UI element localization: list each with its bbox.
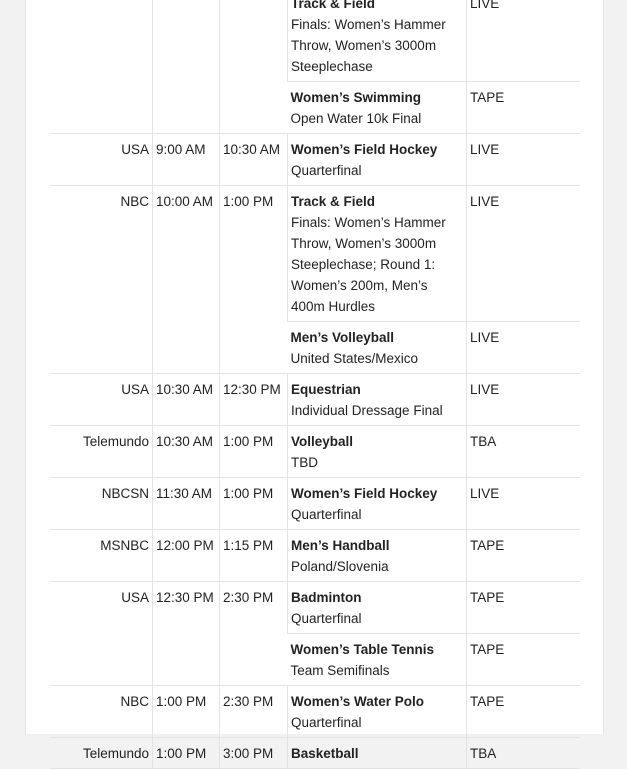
- start-time-cell: 1:00 PM: [153, 686, 220, 738]
- event-title: Volleyball: [291, 434, 354, 449]
- event-detail: Poland/Slovenia: [291, 559, 389, 574]
- end-time-cell: 2:30 PM: [220, 582, 288, 686]
- broadcast-type-cell: TAPE: [467, 686, 581, 738]
- network-cell: Telemundo: [50, 426, 153, 478]
- event-cell: [288, 134, 467, 186]
- end-time-cell: 1:00 PM: [220, 426, 288, 478]
- end-time-cell: 10:30 AM: [220, 134, 288, 186]
- start-time-cell: 10:00 AM: [153, 186, 220, 374]
- broadcast-type-cell: LIVE: [467, 134, 581, 186]
- event-cell: [288, 0, 467, 82]
- event-title: Men’s Handball: [291, 538, 390, 553]
- network-cell: NBC: [50, 686, 153, 738]
- event-title: Women’s Water Polo: [291, 694, 425, 709]
- broadcast-type-cell: TAPE: [467, 634, 581, 686]
- event-detail: Finals: Women’s Hammer Throw, Women’s 3000m Steeplechase; Round 1: Women’s 200m, Men’s 400m Hurdles: [291, 215, 446, 314]
- network-cell: USA: [50, 582, 153, 686]
- network-cell: NBCSN: [50, 478, 153, 530]
- end-time-cell: 12:30 PM: [220, 374, 288, 426]
- start-time-cell: 12:00 PM: [153, 530, 220, 582]
- tv-schedule-table: [50, 0, 580, 769]
- end-time-cell: 3:00 PM: [220, 738, 288, 769]
- network-cell: [50, 0, 153, 134]
- schedule-row: [50, 582, 580, 634]
- event-cell: [288, 82, 467, 134]
- broadcast-type-cell: LIVE: [467, 374, 581, 426]
- event-title: Women’s Field Hockey: [291, 486, 438, 501]
- event-title: Equestrian: [291, 382, 361, 397]
- broadcast-type-cell: LIVE: [467, 0, 581, 82]
- end-time-cell: 1:15 PM: [220, 530, 288, 582]
- schedule-row: [50, 530, 580, 582]
- end-time-cell: [220, 0, 288, 134]
- schedule-row: [50, 426, 580, 478]
- start-time-cell: 1:00 PM: [153, 738, 220, 769]
- start-time-cell: 10:30 AM: [153, 426, 220, 478]
- schedule-body: [50, 0, 580, 769]
- start-time-cell: 10:30 AM: [153, 374, 220, 426]
- event-cell: [288, 738, 467, 769]
- event-title: Badminton: [291, 590, 362, 605]
- event-title: Track & Field: [291, 0, 376, 11]
- event-detail: TBD: [291, 455, 318, 470]
- network-cell: USA: [50, 374, 153, 426]
- schedule-row: [50, 478, 580, 530]
- event-title: Women’s Field Hockey: [291, 142, 438, 157]
- schedule-row: [50, 186, 580, 322]
- start-time-cell: 9:00 AM: [153, 134, 220, 186]
- event-detail: Team Semifinals: [290, 663, 390, 678]
- schedule-row: [50, 0, 580, 82]
- broadcast-type-cell: LIVE: [467, 322, 581, 374]
- schedule-row: [50, 134, 580, 186]
- broadcast-type-cell: LIVE: [467, 478, 581, 530]
- network-cell: USA: [50, 134, 153, 186]
- broadcast-type-cell: TBA: [467, 426, 581, 478]
- event-detail: Quarterfinal: [291, 715, 362, 730]
- event-detail: Quarterfinal: [291, 611, 362, 626]
- end-time-cell: 1:00 PM: [220, 186, 288, 374]
- event-detail: Individual Dressage Final: [291, 403, 443, 418]
- event-cell: [288, 478, 467, 530]
- event-title: Women’s Table Tennis: [290, 642, 435, 657]
- schedule-row: [50, 374, 580, 426]
- event-cell: [288, 426, 467, 478]
- event-title: Track & Field: [291, 194, 376, 209]
- network-cell: MSNBC: [50, 530, 153, 582]
- event-detail: Finals: Women’s Hammer Throw, Women’s 3000m Steeplechase: [291, 17, 446, 74]
- schedule-row: [50, 686, 580, 738]
- event-cell: [288, 374, 467, 426]
- end-time-cell: 1:00 PM: [220, 478, 288, 530]
- event-detail: Quarterfinal: [291, 507, 362, 522]
- network-cell: NBC: [50, 186, 153, 374]
- network-cell: Telemundo: [50, 738, 153, 769]
- event-title: Men’s Volleyball: [290, 330, 395, 345]
- event-cell: [288, 686, 467, 738]
- event-cell: [288, 322, 467, 374]
- event-detail: United States/Mexico: [290, 351, 419, 366]
- broadcast-type-cell: TAPE: [467, 530, 581, 582]
- event-cell: [288, 186, 467, 322]
- end-time-cell: 2:30 PM: [220, 686, 288, 738]
- start-time-cell: 12:30 PM: [153, 582, 220, 686]
- broadcast-type-cell: TAPE: [467, 82, 581, 134]
- schedule-row: [50, 738, 580, 769]
- event-detail: Open Water 10k Final: [290, 111, 422, 126]
- start-time-cell: 11:30 AM: [153, 478, 220, 530]
- event-cell: [288, 582, 467, 634]
- event-cell: [288, 634, 467, 686]
- start-time-cell: [153, 0, 220, 134]
- event-title: Basketball: [291, 746, 359, 761]
- broadcast-type-cell: TBA: [467, 738, 581, 769]
- schedule-page: [25, 0, 604, 761]
- event-detail: Quarterfinal: [291, 163, 362, 178]
- broadcast-type-cell: LIVE: [467, 186, 581, 322]
- event-cell: [288, 530, 467, 582]
- event-title: Women’s Swimming: [290, 90, 422, 105]
- broadcast-type-cell: TAPE: [467, 582, 581, 634]
